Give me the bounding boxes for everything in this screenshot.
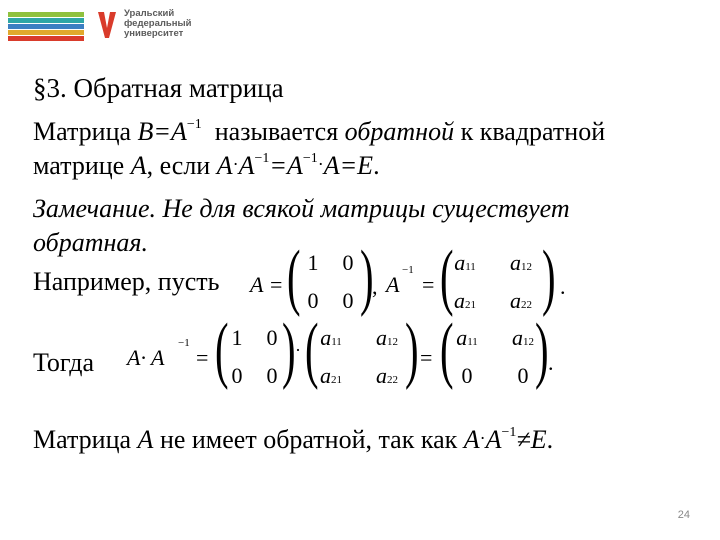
matrix-cell: a21	[320, 363, 342, 388]
stripe	[8, 24, 84, 29]
paren-left: (	[440, 236, 454, 318]
matrix-cell: 0	[342, 250, 354, 275]
formula: A	[463, 425, 480, 454]
example-text: Например, пусть	[33, 267, 220, 296]
equals: =	[196, 345, 209, 370]
remark-line-1: Замечание. Не для всякой матрицы существует	[33, 194, 570, 223]
stripe	[8, 18, 84, 23]
italic-term: обратной	[344, 117, 455, 146]
dot: ·	[479, 428, 486, 448]
matrix-cell: 0	[266, 325, 278, 350]
text: .	[373, 151, 380, 180]
logo-stripes	[8, 12, 84, 42]
paren-left: (	[305, 309, 319, 391]
matrix-label: A	[386, 272, 400, 297]
text: .	[546, 425, 554, 454]
definition-line-1	[33, 117, 605, 147]
dot: ·	[317, 154, 324, 174]
formula: A	[137, 425, 154, 454]
product-label: A· A	[127, 345, 165, 370]
paren-right: )	[282, 309, 296, 391]
stripe	[8, 12, 84, 17]
matrix-cell: 0	[307, 288, 319, 313]
period: .	[548, 350, 554, 375]
formula: A=E	[323, 151, 374, 180]
formula: B=A	[137, 117, 187, 146]
logo-line: Уральский	[124, 8, 175, 19]
text: Матрица	[33, 117, 138, 146]
text: называется	[214, 117, 345, 146]
formula: A	[485, 425, 502, 454]
text: не имеет обратной, так как	[153, 425, 464, 454]
matrix-cell: a12	[376, 325, 398, 350]
equals: =	[422, 272, 435, 297]
period: .	[560, 274, 566, 299]
logo-line: университет	[124, 28, 184, 39]
formula: ≠E	[516, 425, 547, 454]
page-number: 24	[677, 509, 690, 521]
text: Матрица	[33, 425, 138, 454]
paren-right: )	[360, 236, 374, 318]
remark-line-2: обратная.	[33, 228, 148, 257]
text: матрице	[33, 151, 131, 180]
comma: ,	[372, 274, 378, 299]
superscript: −1	[402, 264, 414, 276]
formula: A	[130, 151, 147, 180]
matrix-cell: 1	[231, 325, 243, 350]
dot: ·	[232, 154, 239, 174]
paren-left: (	[440, 309, 454, 391]
paren-right: )	[405, 309, 419, 391]
definition-line-2	[33, 151, 380, 181]
conclusion-line	[33, 425, 553, 455]
dot: ·	[295, 340, 301, 360]
superscript: −1	[186, 117, 202, 132]
superscript: −1	[501, 425, 517, 440]
equals: =	[270, 272, 283, 297]
matrix-cell: 0	[231, 363, 243, 388]
stripe	[8, 30, 84, 35]
equals: =	[420, 345, 433, 370]
matrix-cell: 0	[517, 363, 529, 388]
matrix-cell: a22	[376, 363, 398, 388]
matrix-cell: a11	[456, 325, 478, 350]
slide-title: §3. Обратная матрица	[33, 73, 284, 103]
paren-right: )	[542, 236, 556, 318]
text: к квадратной	[454, 117, 606, 146]
paren-left: (	[215, 309, 229, 391]
matrix-cell: 0	[342, 288, 354, 313]
stripe	[8, 36, 84, 41]
formula: A	[238, 151, 255, 180]
header	[0, 0, 720, 48]
university-name	[124, 9, 191, 39]
matrix-cell: a11	[454, 250, 476, 275]
then-text: Тогда	[33, 348, 95, 377]
formula: =A	[269, 151, 303, 180]
superscript: −1	[178, 337, 190, 349]
matrix-cell: 0	[461, 363, 473, 388]
matrix-label: A	[250, 272, 264, 297]
university-logo-icon	[96, 10, 118, 40]
matrix-cell: a12	[512, 325, 534, 350]
matrix-cell: 0	[266, 363, 278, 388]
matrix-cell: a22	[510, 288, 532, 313]
matrix-cell: a21	[454, 288, 476, 313]
superscript: −1	[254, 151, 270, 166]
formula: A	[216, 151, 233, 180]
paren-right: )	[535, 309, 549, 391]
logo-line: федеральный	[124, 18, 192, 29]
paren-left: (	[287, 236, 301, 318]
matrix-cell: 1	[307, 250, 319, 275]
text: , если	[146, 151, 217, 180]
matrix-cell: a12	[510, 250, 532, 275]
matrix-cell: a11	[320, 325, 342, 350]
superscript: −1	[302, 151, 318, 166]
